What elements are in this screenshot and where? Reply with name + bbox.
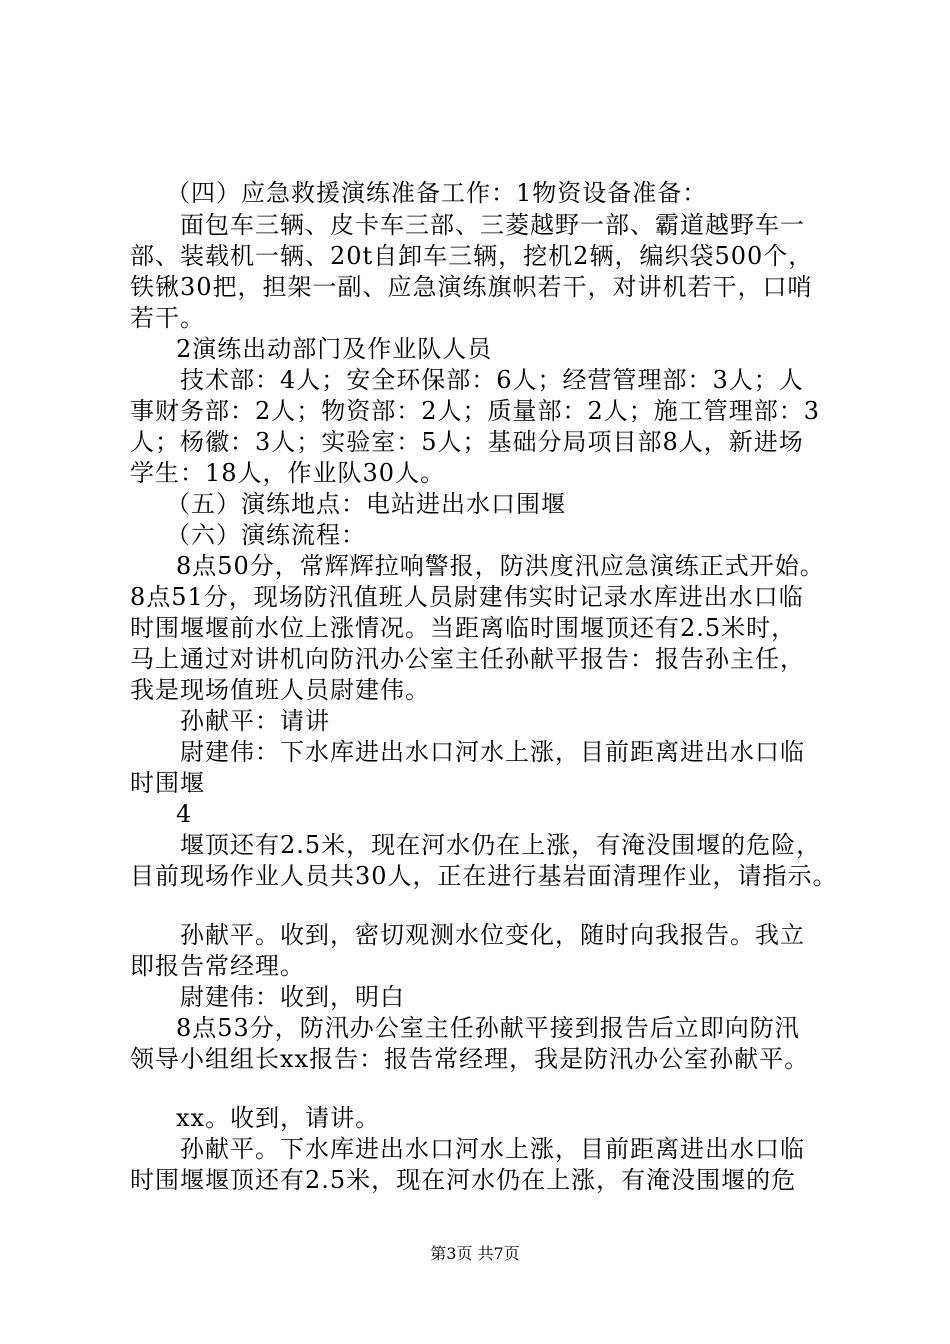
text-line: 事财务部：2人；物资部：2人；质量部：2人；施工管理部：3 [130, 397, 821, 425]
text-line: 若干。 [130, 304, 205, 332]
text-line: （六）演练流程： [166, 521, 366, 549]
text-line: 尉建伟：收到，明白 [180, 983, 405, 1011]
text-line: 孙献平。收到，密切观测水位变化，随时向我报告。我立 [180, 921, 805, 949]
text-line: 面包车三辆、皮卡车三部、三菱越野一部、霸道越野车一 [180, 211, 805, 239]
text-line: 时围堰堰顶还有2.5米，现在河水仍在上涨，有淹没围堰的危 [130, 1166, 797, 1194]
text-line: 2演练出动部门及作业队人员 [176, 335, 493, 363]
text-line: 人；杨徽：3人；实验室：5人；基础分局项目部8人，新进场 [130, 428, 804, 456]
page-number-marker: 4 [176, 800, 193, 828]
text-line: 目前现场作业人员共30人，正在进行基岩面清理作业，请指示。 [130, 862, 838, 890]
text-line: 孙献平：请讲 [180, 707, 330, 735]
text-line: 马上通过对讲机向防汛办公室主任孙献平报告：报告孙主任， [130, 645, 805, 673]
text-line: 时围堰堰前水位上涨情况。当距离临时围堰顶还有2.5米时， [130, 614, 797, 642]
text-line: xx。收到，请讲。 [176, 1104, 381, 1132]
text-line: 时围堰 [130, 769, 205, 797]
text-line: 部、装载机一辆、20t自卸车三辆，挖机2辆，编织袋500个， [130, 242, 814, 270]
text-line: 8点51分，现场防汛值班人员尉建伟实时记录水库进出水口临 [130, 583, 804, 611]
text-line: 领导小组组长xx报告：报告常经理，我是防汛办公室孙献平。 [130, 1045, 810, 1073]
text-line: 学生：18人，作业队30人。 [130, 459, 446, 487]
text-line: 技术部：4人；安全环保部：6人；经营管理部：3人；人 [180, 366, 804, 394]
text-line: 8点53分，防汛办公室主任孙献平接到报告后立即向防汛 [176, 1014, 800, 1042]
text-line: 我是现场值班人员尉建伟。 [130, 676, 430, 704]
text-line: 铁锹30把，担架一副、应急演练旗帜若干，对讲机若干，口哨 [130, 273, 813, 301]
page-footer: 第3页 共7页 [430, 1244, 520, 1263]
text-line: 即报告常经理。 [130, 952, 305, 980]
text-line: 堰顶还有2.5米，现在河水仍在上涨，有淹没围堰的危险， [180, 831, 822, 859]
text-line: 尉建伟：下水库进出水口河水上涨，目前距离进出水口临 [180, 738, 805, 766]
text-line: （四）应急救援演练准备工作：1物资设备准备： [166, 179, 708, 207]
text-line: 孙献平。下水库进出水口河水上涨，目前距离进出水口临 [180, 1135, 805, 1163]
text-line: 8点50分，常辉辉拉响警报，防洪度汛应急演练正式开始。 [176, 552, 825, 580]
text-line: （五）演练地点：电站进出水口围堰 [166, 490, 566, 518]
